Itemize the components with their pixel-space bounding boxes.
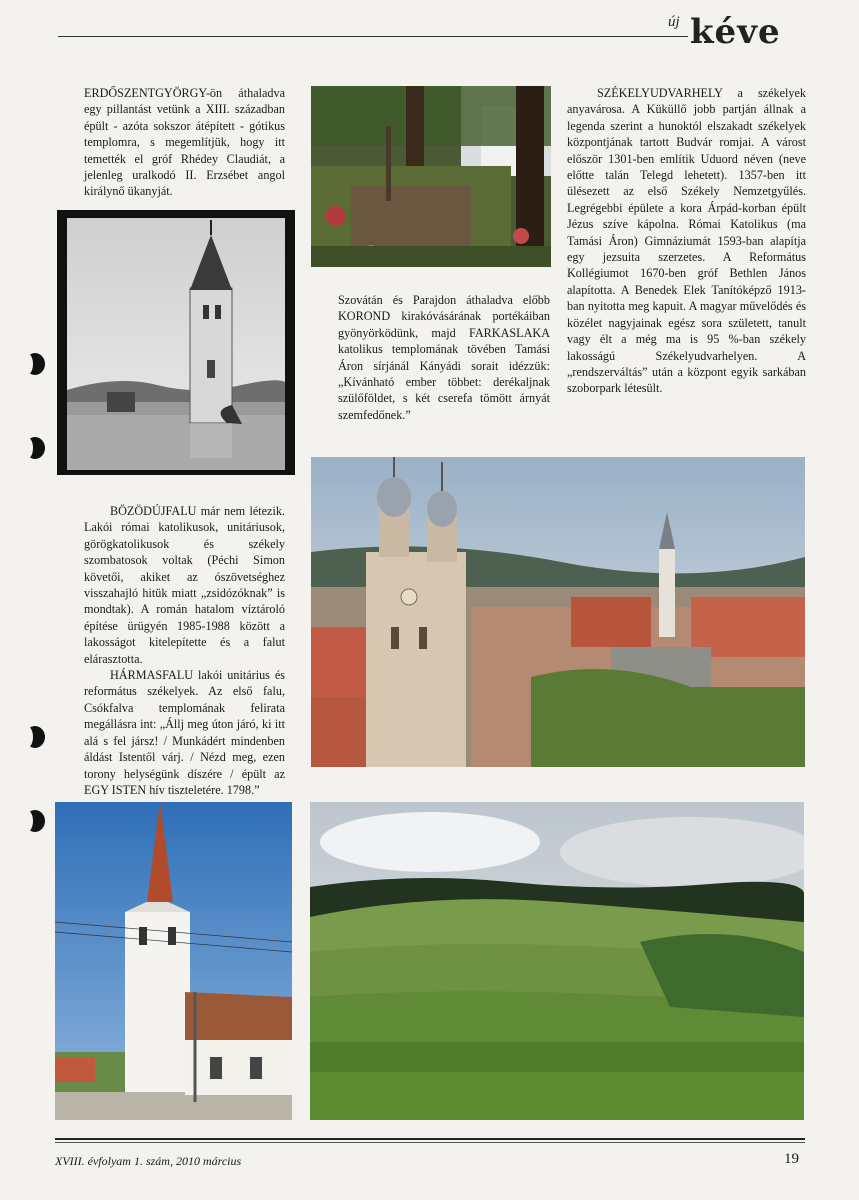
text-bozodujfalu-harmasfalu bbox=[84, 503, 285, 798]
paragraph-harmasfalu: HÁRMASFALU lakói unitárius és református székelyek. Az első falu, Csókfalva templomának felirata megállásra int: „Állj meg úton járó, ki itt alá s fel jársz! / Munkádért mindenben áldást Istentől várj. / Nézd meg, ezen torony helységünk díszére / épült az EGY ISTEN hív tiszteletére. 1798.” bbox=[84, 668, 285, 797]
text-korond-farkaslaka bbox=[338, 292, 550, 423]
binder-hole bbox=[25, 810, 45, 832]
logo-prefix: új bbox=[668, 14, 680, 30]
text-szekelyudvarhely bbox=[567, 85, 806, 397]
binder-hole bbox=[25, 437, 45, 459]
photo-landscape-hills bbox=[310, 802, 804, 1120]
magazine-logo: kéve bbox=[690, 12, 781, 52]
paragraph-szekelyudvarhely: SZÉKELYUDVARHELY a székelyek anyavárosa. A Küküllő jobb partján állnak a legenda szerint a hunoktól elszakadt székelyek központjának tartott Budvár romjai. A várost először 1301-ben említik Uduord néven (neve előtte talán Telegd lehetett). 1357-ben itt ülésezett az első Székely Nemzetgyűlés. Legrégebbi épülete a kora Árpád-korban épült Jézus szíve kápolna. Római Katolikus (ma Tamási Áron) Gimnáziumát 1593-ban alapítja egy jezsuita szerzetes. A Református Kollégiumot 1670-ben gróf Bethlen János alapította. A Benedek Elek Tanítóképző 1913-ban nyitotta meg kapuit. A magyar művelődés és közélet nagyjainak egész sora született, tanult vagy élt a még ma is 95 %-ban székely lakosságú Székelyudvarhelyen. A „rendszerváltás” után a központ egyik sarkában szoborpark létesült. bbox=[567, 86, 806, 396]
text-erdoszentgyorgy bbox=[84, 85, 285, 200]
paragraph-erdoszentgyorgy: ERDŐSZENTGYÖRGY-ön áthaladva egy pillantást vetünk a XIII. században épült - azóta sokszor átépített - gótikus templomra, s megemlítjük, hogy itt temették el gróf Rhédey Claudiát, a jelenleg uralkodó II. Erzsébet angol királynő ükanyját. bbox=[84, 86, 285, 199]
footer-rule bbox=[55, 1138, 805, 1140]
paragraph-bozodujfalu: BÖZÖDÚJFALU már nem létezik. Lakói római katolikusok, unitáriusok, görögkatolikusok és székely szombatosok voltak (Péchi Simon követői, akiket az ószövetséghez visszahajló hitük miatt „zsidózóknak” is mondtak). A román hatalom víztároló építése ürügyén 1985-1988 között a lakosságot kitelepítette és a falut elárasztotta. bbox=[84, 504, 285, 666]
header-rule bbox=[58, 36, 688, 37]
photo-szekelyudvarhely-town bbox=[311, 457, 805, 767]
photo-harmasfalu-church bbox=[55, 802, 292, 1120]
footer-rule-thin bbox=[55, 1142, 805, 1143]
paragraph-korond-farkaslaka: Szovátán és Parajdon áthaladva előbb KOROND kirakóvásárának portékáiban gyönyörködünk, majd FARKASLAKA katolikus templomának tövében Tamási Áron sírjánál Kányádi sorait idézzük: „Kívánható ember többet: derékaljnak szülőföldet, s két cserefa tömött árnyát szemfedőnek.” bbox=[338, 293, 550, 422]
photo-flooded-tower bbox=[57, 210, 295, 475]
page-number: 19 bbox=[784, 1151, 799, 1167]
binder-hole bbox=[25, 726, 45, 748]
issue-info: XVIII. évfolyam 1. szám, 2010 március bbox=[55, 1154, 242, 1168]
photo-tamasi-grave bbox=[311, 86, 551, 267]
binder-hole bbox=[25, 353, 45, 375]
